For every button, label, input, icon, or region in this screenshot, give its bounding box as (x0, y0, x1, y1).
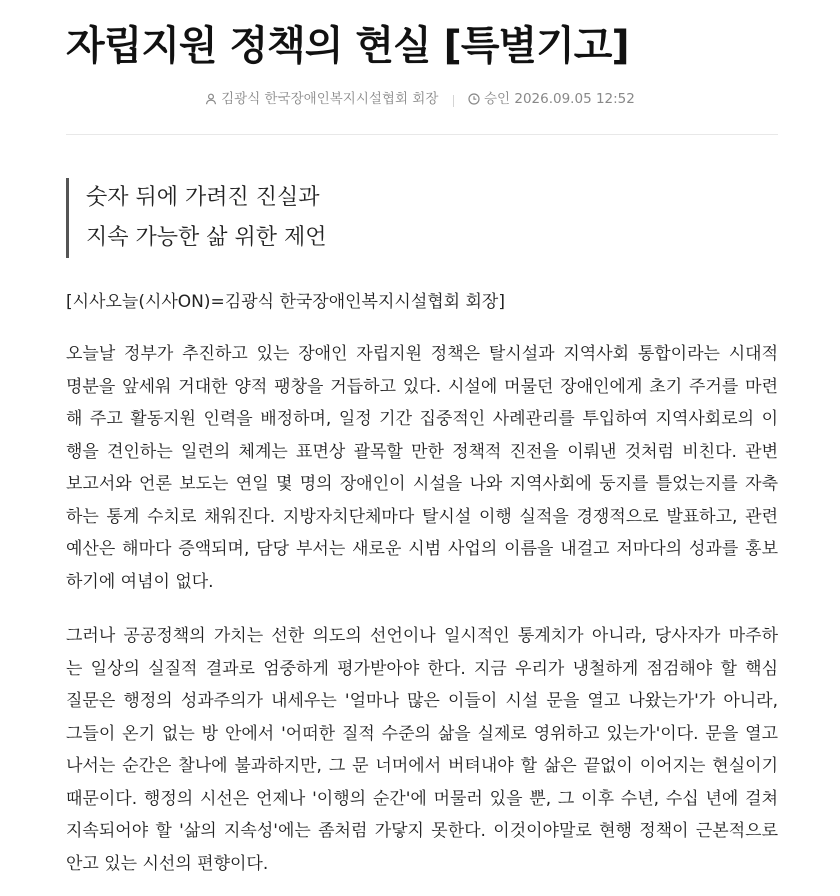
paragraph-line: 하는 통계 수치로 채워진다. 지방자치단체마다 탈시설 이행 실적을 경쟁적으로 발표하고, 관련 (66, 506, 778, 527)
paragraph-line: 하기에 여념이 없다. (66, 571, 214, 592)
paragraph-line: 는 일상의 실질적 결과로 엄중하게 평가받아야 한다. 지금 우리가 냉철하게 점검해야 할 핵심 (66, 658, 778, 679)
subtitle-line: 숫자 뒤에 가려진 진실과 (86, 185, 320, 210)
article-paragraph (66, 620, 778, 880)
article-paragraph (66, 338, 778, 598)
clock-icon (468, 93, 480, 105)
publish-info (468, 88, 635, 110)
paragraph-line: 행을 견인하는 일련의 체계는 표면상 괄목할 만한 정책적 진전을 이뤄낸 것처럼 비친다. 관변 (66, 441, 778, 462)
article-meta (0, 88, 840, 112)
paragraph-line: 때문이다. 행정의 시선은 언제나 '이행의 순간'에 머물러 있을 뿐, 그 이후 수년, 수십 년에 걸쳐 (66, 788, 778, 809)
meta-separator (453, 95, 454, 107)
paragraph-line: 나서는 순간은 찰나에 불과하지만, 그 문 너머에서 버텨내야 할 삶은 끝없이 이어지는 현실이기 (66, 756, 778, 776)
subtitle-line: 지속 가능한 삶 위한 제언 (86, 225, 327, 250)
author-name: 김광식 한국장애인복지시설협회 회장 (221, 91, 439, 107)
person-icon (205, 93, 217, 105)
paragraph-line: 명분을 앞세워 거대한 양적 팽창을 거듭하고 있다. 시설에 머물던 장애인에게 초기 주거를 마련 (66, 376, 778, 397)
article-subtitle (66, 178, 686, 258)
article-title: 자립지원 정책의 현실 [특별기고] (66, 23, 629, 69)
paragraph-line: 안고 있는 시선의 편향이다. (66, 853, 269, 874)
paragraph-line: 보고서와 언론 보도는 연일 몇 명의 장애인이 시설을 나와 지역사회에 둥지를 틀었는지를 자축 (66, 474, 778, 494)
paragraph-line: 예산은 해마다 증액되며, 담당 부서는 새로운 시범 사업의 이름을 내걸고 저마다의 성과를 홍보 (66, 539, 778, 559)
paragraph-line: 질문은 행정의 성과주의가 내세우는 '얼마나 많은 이들이 시설 문을 열고 나왔는가'가 아니라, (66, 691, 778, 711)
header-divider (66, 134, 778, 135)
paragraph-line: 그들이 온기 없는 방 안에서 '어떠한 질적 수준의 삶을 실제로 영위하고 있는가'이다. 문을 열고 (66, 723, 778, 744)
author-info (205, 88, 438, 110)
paragraph-line: 오늘날 정부가 추진하고 있는 장애인 자립지원 정책은 탈시설과 지역사회 통합이라는 시대적 (66, 344, 778, 364)
paragraph-line: 해 주고 활동지원 인력을 배정하며, 일정 기간 집중적인 사례관리를 투입하여 지역사회로의 이 (66, 409, 778, 429)
paragraph-line: 그러나 공공정책의 가치는 선한 의도의 선언이나 일시적인 통계치가 아니라, 당사자가 마주하 (66, 626, 778, 646)
article-byline: [시사오늘(시사ON)=김광식 한국장애인복지시설협회 회장] (66, 292, 505, 312)
paragraph-line: 지속되어야 할 '삶의 지속성'에는 좀처럼 가닿지 못한다. 이것이야말로 현행 정책이 근본적으로 (66, 821, 778, 841)
publish-date: 승인 2026.09.05 12:52 (483, 91, 635, 107)
